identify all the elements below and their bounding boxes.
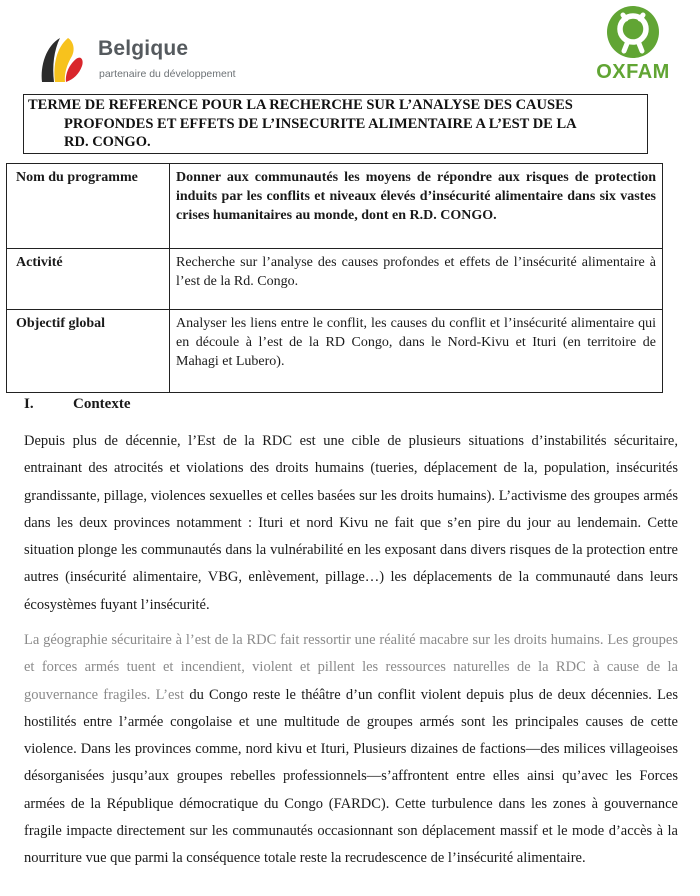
oxfam-figure-logo-icon (606, 5, 660, 59)
paragraph-text: du Congo reste le théâtre d’un conflit violent depuis plus de deux décennies. Les hostilités entre l’armée congolaise et une multitude de groupes armés sont les principales causes de cette violence. Dans les provinces comme, nord kivu et Ituri, Plusieurs dizaines de factions—des milices villageoises désorganisées jusqu’aux groupes rebelles professionnels—s’affrontent entre elles ainsi qu’avec les Forces armées de la République démocratique du Congo (FARDC). Cette turbulence dans les zones à gouvernance fragile impacte directement sur les communautés occasionnant son déplacement massif et le mode d’accès à la nourriture vue que parmi la conséquence totale reste la recrudescence de l’insécurité alimentaire. (24, 686, 679, 867)
row-value: Donner aux communautés les moyens de répondre aux risques de protection induits par les conflits et niveaux élevés d’insécurité alimentaire dans six vastes crises humanitaires au monde, dont en R.D. CONGO. (170, 164, 663, 249)
row-value: Recherche sur l’analyse des causes profondes et effets de l’insécurité alimentaire à l’est de la Rd. Congo. (170, 249, 663, 310)
row-label: Activité (7, 249, 170, 310)
section-number: I. (24, 396, 34, 412)
title-line-3: RD. CONGO. (64, 134, 151, 150)
title-line-2: PROFONDES ET EFFETS DE L’INSECURITE ALIMENTAIRE A L’EST DE LA (64, 115, 577, 132)
document-title (23, 94, 648, 154)
belgique-subtitle: partenaire du développement (99, 68, 236, 80)
oxfam-logo (592, 5, 672, 87)
faded-text: La géographie sécuritaire à l’est de la RDC fait ressortir une réalité macabre sur les droits humains. Les groupes et forces armés tuent et incendient, violent et pillent les ressources naturelles de la RDC à cause de la gouvernance fragiles. L’est (24, 632, 678, 703)
row-label: Nom du programme (7, 164, 170, 249)
belgique-flag-logo-icon (38, 32, 94, 84)
table-row (7, 249, 663, 310)
row-label: Objectif global (7, 310, 170, 393)
belgique-logo (38, 32, 238, 88)
belgique-title: Belgique (98, 37, 189, 60)
context-paragraph-2 (24, 627, 678, 873)
oxfam-wordmark: OXFAM (596, 61, 670, 83)
section-title: Contexte (73, 396, 131, 412)
section-heading (24, 396, 130, 413)
page-header (0, 0, 700, 92)
context-paragraph-1: Depuis plus de décennie, l’Est de la RDC est une cible de plusieurs situations d’instabilités sécuritaire, entrainant des atrocités et violations des droits humains (tueries, déplacement de la, population, insécurités grandissante, pillage, violences sexuelles et celles basées sur les droits humains). L’activisme des groupes armés dans les deux provinces notamment : Ituri et nord Kivu ne fait que s’en pire du jour au lendemain. Cette situation plonge les communautés dans la vulnérabilité en les exposant dans divers risques de la protection entre autres (insécurité alimentaire, VBG, enlèvement, pillage…) les déplacements de la communauté dans leurs écosystèmes fuyant l’insécurité. (24, 433, 678, 613)
table-row (7, 164, 663, 249)
row-value: Analyser les liens entre le conflit, les causes du conflit et l’insécurité alimentaire qui en découle à l’est de la RD Congo, dans le Nord-Kivu et Ituri (en territoire de Mahagi et Lubero). (170, 310, 663, 393)
table-row (7, 310, 663, 393)
title-line-1: TERME DE REFERENCE POUR LA RECHERCHE SUR L’ANALYSE DES CAUSES (28, 97, 573, 113)
program-info-table (6, 163, 663, 393)
